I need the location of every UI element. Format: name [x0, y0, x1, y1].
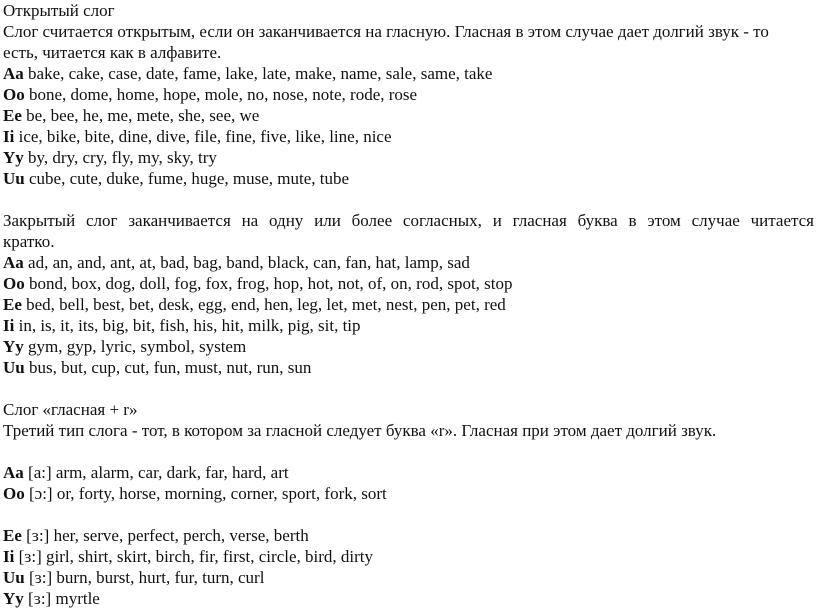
open-row-a: [3, 64, 814, 84]
open-row-u: [3, 169, 814, 189]
vowel-letter: Uu: [3, 568, 25, 587]
example-words: by, dry, cry, fly, my, sky, try: [28, 148, 217, 167]
closed-row-u: [3, 358, 814, 378]
vowel-letter: Uu: [3, 358, 25, 377]
example-words: bus, but, cup, cut, fun, must, nut, run, sun: [28, 358, 312, 377]
example-words: in, is, it, its, big, bit, fish, his, hit, milk, pig, sit, tip: [18, 316, 361, 335]
vowel-letter: Ee: [3, 526, 22, 545]
example-words: [ɜ:] her, serve, perfect, perch, verse, berth: [26, 526, 309, 545]
closed-row-o: [3, 274, 814, 294]
vowel-letter: Ee: [3, 106, 22, 125]
example-words: cube, cute, duke, fume, huge, muse, mute, tube: [28, 169, 350, 188]
example-words: [ɜ:] myrtle: [28, 589, 100, 608]
open-row-i: [3, 127, 814, 147]
example-words: [ɔ:] or, forty, horse, morning, corner, sport, fork, sort: [28, 484, 387, 503]
r-syllable-heading: Слог «гласная + r»: [3, 400, 138, 419]
vowel-letter: Oo: [3, 274, 25, 293]
r-row-y: [3, 589, 814, 609]
closed-syllable-description-line-1: Закрытый слог заканчивается на одну или более согласных, и гласная буква в этом случае читается: [3, 211, 814, 230]
vowel-letter: Oo: [3, 484, 25, 503]
closed-row-a: [3, 253, 814, 273]
vowel-letter: Yy: [3, 589, 24, 608]
closed-row-e: [3, 295, 814, 315]
open-syllable-description-line-1: Слог считается открытым, если он заканчивается на гласную. Гласная в этом случае дает долгий звук - то: [3, 22, 769, 41]
open-syllable-heading: Открытый слог: [3, 1, 115, 20]
example-words: ice, bike, bite, dine, dive, file, fine, five, like, line, nice: [18, 127, 392, 146]
vowel-letter: Ii: [3, 316, 15, 335]
vowel-letter: Ee: [3, 295, 22, 314]
open-row-e: [3, 106, 814, 126]
vowel-letter: Ii: [3, 547, 15, 566]
vowel-letter: Aa: [3, 253, 24, 272]
closed-syllable-description-line-2: кратко.: [3, 232, 55, 251]
example-words: ad, an, and, ant, at, bad, bag, band, black, can, fan, hat, lamp, sad: [28, 253, 470, 272]
open-row-y: [3, 148, 814, 168]
example-words: be, bee, he, me, mete, she, see, we: [26, 106, 260, 125]
r-row-a: [3, 463, 814, 483]
vowel-letter: Ii: [3, 127, 15, 146]
example-words: [ɜ:] burn, burst, hurt, fur, turn, curl: [28, 568, 265, 587]
vowel-letter: Aa: [3, 463, 24, 482]
vowel-letter: Uu: [3, 169, 25, 188]
example-words: bake, cake, case, date, fame, lake, late, make, name, sale, same, take: [28, 64, 493, 83]
r-row-u: [3, 568, 814, 588]
example-words: bond, box, dog, doll, fog, fox, frog, hop, hot, not, of, on, rod, spot, stop: [28, 274, 513, 293]
vowel-letter: Oo: [3, 85, 25, 104]
vowel-letter: Aa: [3, 64, 24, 83]
vowel-letter: Yy: [3, 148, 24, 167]
open-row-o: [3, 85, 814, 105]
example-words: [a:] arm, alarm, car, dark, far, hard, art: [28, 463, 289, 482]
r-row-o: [3, 484, 814, 504]
example-words: bed, bell, best, bet, desk, egg, end, hen, leg, let, met, nest, pen, pet, red: [26, 295, 506, 314]
example-words: gym, gyp, lyric, symbol, system: [28, 337, 247, 356]
example-words: [ɜ:] girl, shirt, skirt, birch, fir, first, circle, bird, dirty: [18, 547, 373, 566]
r-row-e: [3, 526, 814, 546]
closed-row-i: [3, 316, 814, 336]
vowel-letter: Yy: [3, 337, 24, 356]
r-syllable-description: Третий тип слога - тот, в котором за гласной следует буква «r». Гласная при этом дает долгий звук.: [3, 421, 717, 440]
example-words: bone, dome, home, hope, mole, no, nose, note, rode, rose: [28, 85, 418, 104]
closed-row-y: [3, 337, 814, 357]
open-syllable-description-line-2: есть, читается как в алфавите.: [3, 43, 222, 62]
r-row-i: [3, 547, 814, 567]
